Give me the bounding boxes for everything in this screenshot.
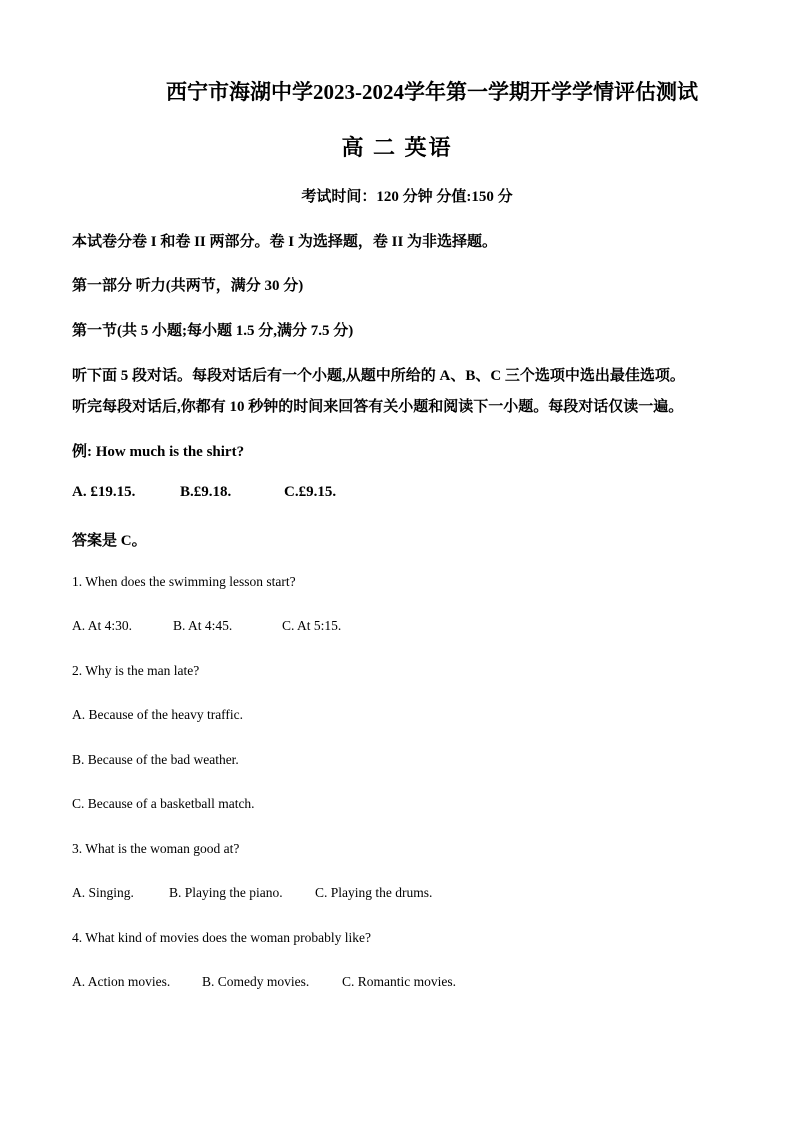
option: A. Action movies. [72,974,171,989]
option: C. Playing the drums. [315,885,433,900]
instruction-line-2: 听完每段对话后,你都有 10 秒钟的时间来回答有关小题和阅读下一小题。每段对话仅读一遍。 [72,399,684,415]
exam-subtitle: 高 二 英语 [341,135,453,160]
exam-title: 西宁市海湖中学2023-2024学年第一学期开学学情评估测试 [166,80,698,104]
paper-structure-note: 本试卷分卷 I 和卷 II 两部分。卷 I 为选择题，卷 II 为非选择题。 [72,234,498,250]
question-4: 4. What kind of movies does the woman probably like? [72,930,371,945]
question-1: 1. When does the swimming lesson start? [72,574,296,589]
option: B. At 4:45. [173,618,233,633]
example-question: 例: How much is the shirt? [72,444,245,460]
part-one-heading: 第一部分 听力(共两节，满分 30 分) [72,278,304,294]
question-4-options [72,974,456,990]
option: A. Because of the heavy traffic. [72,707,244,722]
option: B. Comedy movies. [202,974,310,989]
option: A. Singing. [72,885,134,900]
option: C. Because of a basketball match. [72,796,255,811]
option: C. Romantic movies. [342,974,456,989]
example-options [72,484,336,501]
question-2: 2. Why is the man late? [72,663,200,678]
example-option-a: A. £19.15. [72,484,136,500]
question-3-options [72,885,432,901]
example-option-b: B.£9.18. [180,484,232,500]
example-option-c: C.£9.15. [284,484,337,500]
option: B. Because of the bad weather. [72,752,239,767]
example-answer: 答案是 C。 [72,533,147,549]
question-3: 3. What is the woman good at? [72,841,240,856]
option: B. Playing the piano. [169,885,283,900]
option: A. At 4:30. [72,618,133,633]
section-one-heading: 第一节(共 5 小题;每小题 1.5 分,满分 7.5 分) [72,323,354,339]
question-1-options [72,618,341,634]
exam-info: 考试时间：120 分钟 分值:150 分 [301,189,513,205]
instruction-line-1: 听下面 5 段对话。每段对话后有一个小题,从题中所给的 A、B、C 三个选项中选出最佳选项。 [72,368,685,384]
option: C. At 5:15. [282,618,342,633]
